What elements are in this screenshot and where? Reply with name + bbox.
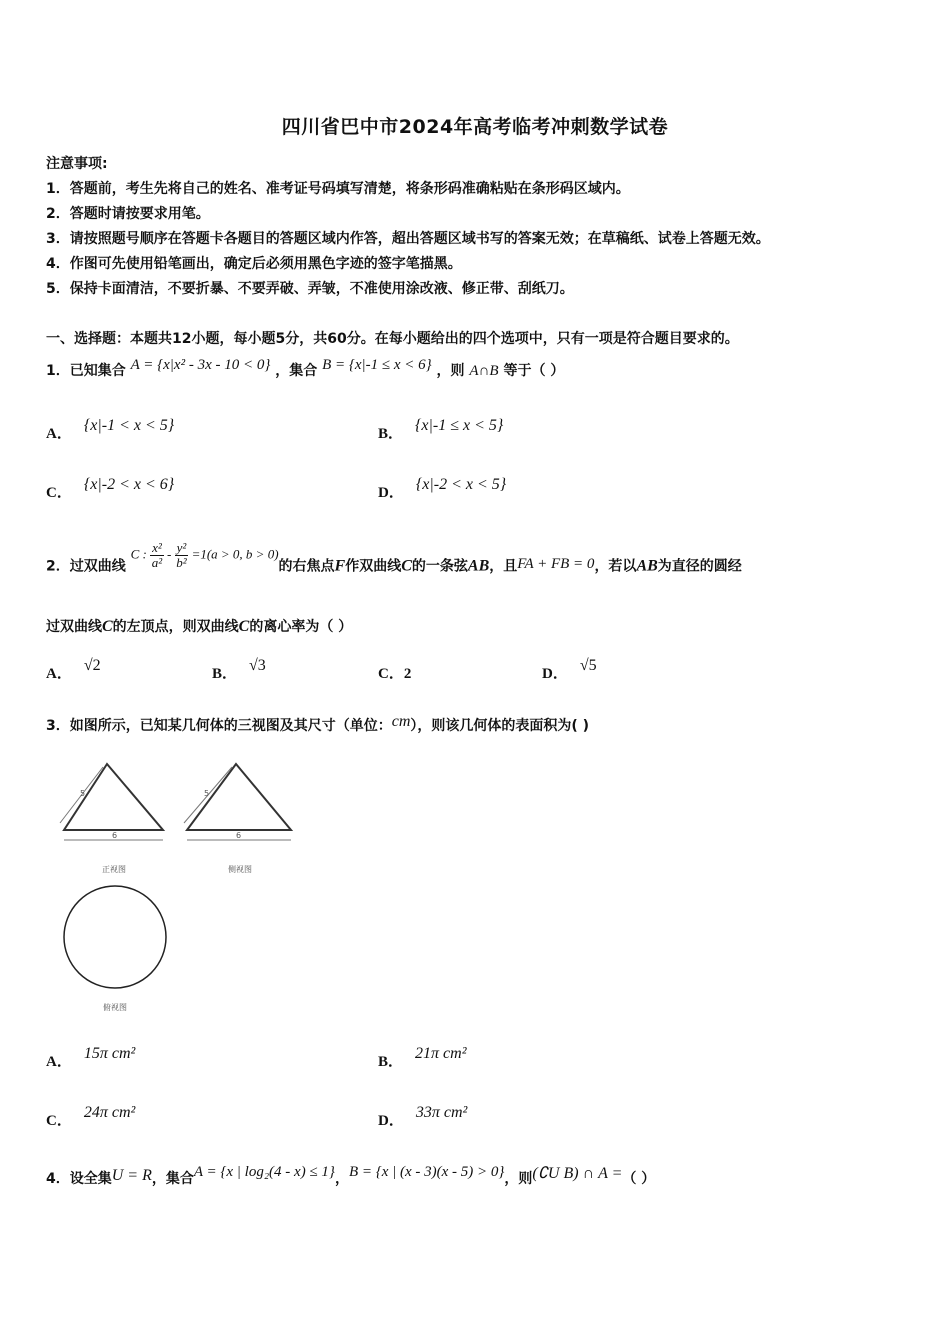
q2-minus: -: [167, 546, 172, 562]
option-text: √3: [249, 657, 266, 674]
top-view-label: 俯视图: [103, 1003, 127, 1012]
q2-text: ，若以: [594, 558, 637, 575]
notice-item: 3．请按照题号顺序在答题卡各题目的答题区域内作答，超出答题区域书写的答案无效；在草稿纸、试卷上答题无效。: [46, 231, 770, 247]
option-text: √2: [83, 657, 101, 674]
top-view-circle: [64, 886, 166, 988]
q1-suffix2: 等于（ ）: [503, 363, 565, 379]
q4-set-a: A = {x | log₂(4 - x) ≤ 1}: [193, 1164, 335, 1180]
section-heading: 一、选择题：本题共12小题，每小题5分，共60分。在每小题给出的四个选项中，只有一项是符合题目要求的。: [46, 331, 739, 347]
q2-eq: =1(a > 0, b > 0): [191, 546, 279, 562]
front-view-label: 正视图: [102, 865, 126, 874]
q2-prefix: 2．过双曲线: [46, 558, 126, 575]
q2-a2: a²: [151, 555, 163, 570]
notice-heading: 注意事项:: [46, 156, 108, 172]
option-label: D．: [378, 1113, 404, 1129]
q2-var-c: C: [102, 618, 113, 635]
q4-text: ，集合: [151, 1171, 194, 1187]
q3-option-a[interactable]: [46, 1045, 136, 1071]
q3-option-c[interactable]: [46, 1104, 136, 1130]
option-text: 15π cm²: [83, 1045, 136, 1062]
dim-slant-label: 5: [204, 789, 210, 798]
q4-universal-set: U = R: [111, 1167, 152, 1184]
q4-text: ，: [334, 1171, 349, 1187]
notice-item: 2．答题时请按要求用笔。: [46, 206, 210, 222]
q2-c: C :: [130, 546, 147, 562]
front-view-triangle: [64, 764, 163, 830]
option-text: {x|-1 < x < 5}: [83, 417, 175, 434]
option-text: {x|-2 < x < 6}: [83, 476, 175, 493]
q2-text: 过双曲线: [46, 619, 102, 635]
q1-expr: A∩B: [469, 363, 499, 379]
q2-var-c: C: [401, 557, 412, 575]
option-label: C．: [46, 1113, 72, 1129]
dim-slant-label: 5: [80, 789, 86, 798]
q4-prefix: 4．设全集: [46, 1171, 112, 1187]
q4-text: ，则: [504, 1171, 533, 1187]
question-4: [46, 1164, 656, 1188]
option-label: C．: [46, 485, 72, 501]
option-text: 24π cm²: [83, 1104, 136, 1121]
q1-set-a: A = {x|x² - 3x - 10 < 0}: [130, 357, 271, 373]
option-label: D．: [378, 485, 404, 501]
q3-prefix: 3．如图所示，已知某几何体的三视图及其尺寸（单位：: [46, 718, 392, 734]
q1-set-b: B = {x|-1 ≤ x < 6}: [322, 357, 432, 373]
q2-var-ab: AB: [636, 557, 658, 575]
notice-item: 5．保持卡面清洁，不要折暴、不要弄破、弄皱，不准使用涂改液、修正带、刮纸刀。: [46, 281, 574, 297]
q2-var-f: F: [334, 557, 346, 575]
q1-suffix1: ，则: [436, 363, 465, 379]
q2-x2: x²: [152, 540, 162, 555]
q1-mid: ，集合: [275, 363, 318, 379]
q2-text: ，且: [489, 558, 518, 575]
option-text: √5: [579, 657, 597, 674]
q4-text: （ ）: [622, 1171, 656, 1187]
option-text: 2: [403, 666, 412, 682]
q2-b2: b²: [176, 555, 187, 570]
option-label: A．: [46, 666, 72, 682]
dim-base-label: 6: [236, 831, 242, 840]
q2-text: 的左顶点，则双曲线: [112, 619, 239, 635]
q3-option-b[interactable]: [378, 1045, 467, 1071]
page-title: 四川省巴中市2024年高考临考冲刺数学试卷: [281, 116, 669, 138]
q2-y2: y²: [176, 540, 187, 555]
dim-base-label: 6: [112, 831, 118, 840]
option-text: 33π cm²: [415, 1104, 468, 1121]
option-label: B．: [378, 426, 404, 442]
q2-var-c: C: [238, 618, 250, 635]
q3-suffix: ），则该几何体的表面积为( ): [410, 718, 590, 734]
q2-text: 为直径的圆经: [657, 558, 742, 575]
option-label: A．: [46, 426, 72, 442]
option-label: D．: [542, 666, 568, 682]
option-label: B．: [212, 666, 238, 682]
notice-item: 4．作图可先使用铅笔画出，确定后必须用黑色字迹的签字笔描黑。: [46, 256, 462, 272]
side-view-label: 侧视图: [228, 865, 252, 874]
option-text: {x|-2 < x < 5}: [415, 476, 507, 493]
q2-text: 的一条弦: [411, 558, 468, 575]
q2-text: 的离心率为（ ）: [249, 619, 353, 635]
q2-var-ab: AB: [467, 557, 490, 575]
option-text: 21π cm²: [415, 1045, 467, 1062]
q4-expr: (∁U B) ∩ A =: [532, 1165, 623, 1182]
q3-option-d[interactable]: [378, 1104, 468, 1130]
option-label: C．: [378, 666, 404, 682]
q4-set-b: B = {x | (x - 3)(x - 5) > 0}: [348, 1164, 505, 1180]
option-label: B．: [378, 1054, 404, 1070]
notice-item: 1．答题前，考生先将自己的姓名、准考证号码填写清楚，将条形码准确粘贴在条形码区域内。: [46, 181, 630, 197]
q3-unit: cm: [391, 713, 411, 730]
side-view-triangle: [187, 764, 291, 830]
q2-text: 作双曲线: [345, 558, 402, 575]
q2-vector-eq: FA + FB = 0: [517, 556, 595, 573]
q1-prefix: 1．已知集合: [46, 363, 126, 379]
option-text: {x|-1 ≤ x < 5}: [415, 417, 504, 434]
q2-text: 的右焦点: [278, 558, 335, 575]
option-label: A．: [46, 1054, 72, 1070]
